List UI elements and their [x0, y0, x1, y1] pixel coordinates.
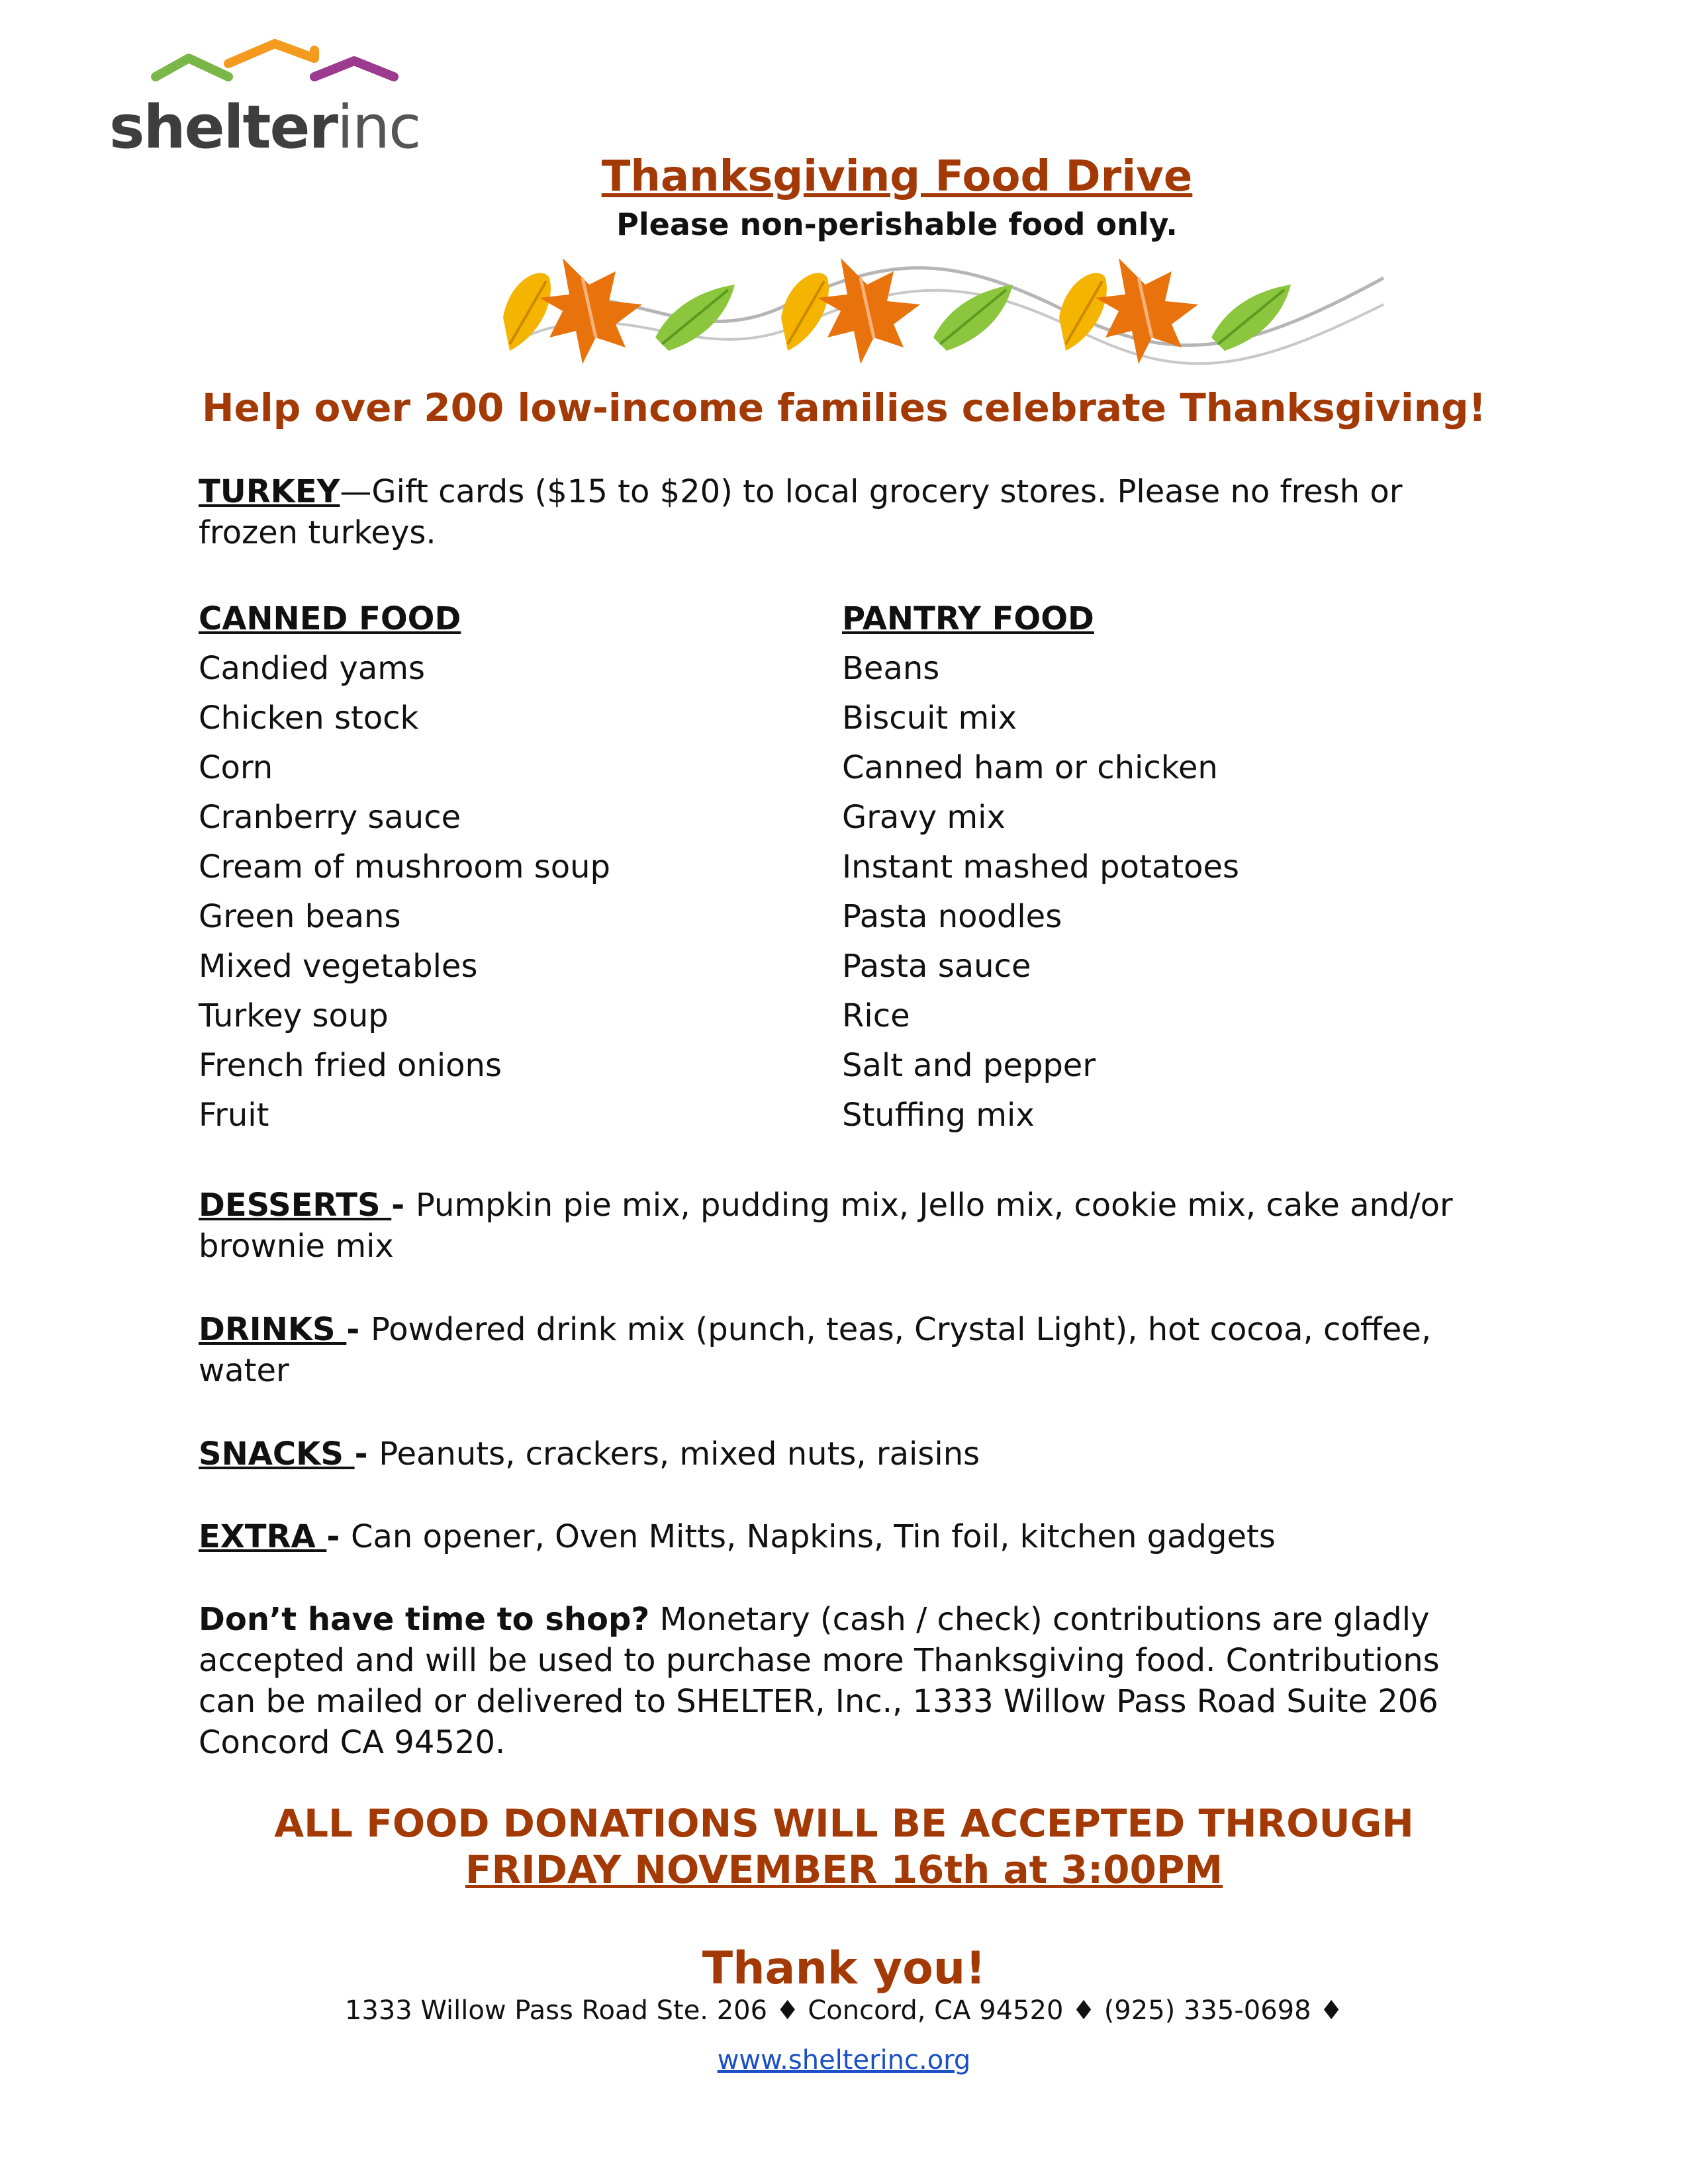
- list-item: Instant mashed potatoes: [842, 848, 1239, 886]
- canned-food-list: [199, 594, 794, 1140]
- list-item: Biscuit mix: [842, 700, 1017, 737]
- drinks-label: DRINKS: [199, 1311, 347, 1348]
- orange-maple-leaf-icon: [1096, 258, 1198, 364]
- snacks-label: SNACKS: [199, 1435, 355, 1473]
- list-item: Canned ham or chicken: [842, 749, 1218, 786]
- green-leaf-icon: [1211, 285, 1291, 351]
- list-item: Candied yams: [199, 650, 425, 687]
- list-item: Turkey soup: [199, 997, 389, 1034]
- yellow-leaf-icon: [781, 273, 829, 351]
- turkey-text: —Gift cards ($15 to $20) to local grocery stores. Please no fresh or frozen turkeys.: [199, 473, 1403, 551]
- orange-maple-leaf-icon: [539, 258, 642, 364]
- list-item: Beans: [842, 650, 940, 687]
- shelterinc-logo: [109, 38, 420, 162]
- pantry-food-list: [842, 594, 1438, 1140]
- snacks-section: SNACKS - Peanuts, crackers, mixed nuts, raisins: [199, 1435, 980, 1473]
- autumn-leaves-border-icon: [483, 238, 1397, 371]
- extra-text: Can opener, Oven Mitts, Napkins, Tin foil, kitchen gadgets: [351, 1518, 1276, 1555]
- logo-wordmark: shelterinc: [109, 93, 420, 162]
- list-item: Gravy mix: [842, 799, 1006, 836]
- deadline-line1: ALL FOOD DONATIONS WILL BE ACCEPTED THROUGH: [274, 1801, 1414, 1846]
- list-item: Rice: [842, 997, 910, 1034]
- monetary-lead: Don’t have time to shop?: [199, 1601, 650, 1638]
- house-roofs-icon: [149, 38, 427, 91]
- list-item: Fruit: [199, 1097, 269, 1134]
- turkey-label: TURKEY: [199, 473, 340, 510]
- list-item: Corn: [199, 749, 273, 786]
- list-item: Stuffing mix: [842, 1097, 1035, 1134]
- page-title: Thanksgiving Food Drive: [601, 152, 1193, 201]
- monetary-text: Monetary (cash / check) contributions are gladly accepted and will be used to purchase more Thanksgiving food. Contributions can be mailed or delivered to SHELTER, Inc., 1333 Willow Pass Road Suite 206 Concord CA 94520.: [199, 1601, 1440, 1761]
- list-item: French fried onions: [199, 1047, 502, 1084]
- footer-address: 1333 Willow Pass Road Ste. 206 ♦ Concord, CA 94520 ♦ (925) 335-0698 ♦: [344, 1995, 1344, 2026]
- website-link[interactable]: www.shelterinc.org: [717, 2045, 971, 2075]
- drinks-text: Powdered drink mix (punch, teas, Crystal Light), hot cocoa, coffee, water: [199, 1311, 1432, 1389]
- desserts-label: DESSERTS: [199, 1187, 392, 1224]
- page-subtitle: Please non-perishable food only.: [616, 206, 1178, 242]
- deadline-line2: FRIDAY NOVEMBER 16th at 3:00PM: [465, 1847, 1223, 1892]
- monetary-section: [199, 1599, 1496, 1763]
- extra-section: EXTRA - Can opener, Oven Mitts, Napkins, Tin foil, kitchen gadgets: [199, 1518, 1276, 1555]
- list-item: Pasta sauce: [842, 948, 1031, 985]
- green-leaf-icon: [655, 285, 735, 351]
- desserts-section: DESSERTS - Pumpkin pie mix, pudding mix, Jello mix, cookie mix, cake and/or brownie mix: [199, 1187, 1453, 1265]
- extra-label: EXTRA: [199, 1518, 327, 1555]
- desserts-text: Pumpkin pie mix, pudding mix, Jello mix, cookie mix, cake and/or brownie mix: [199, 1187, 1453, 1265]
- headline: Help over 200 low-income families celebrate Thanksgiving!: [202, 385, 1486, 430]
- list-item: Cream of mushroom soup: [199, 848, 610, 886]
- turkey-section: [199, 471, 1496, 553]
- list-item: Chicken stock: [199, 700, 419, 737]
- snacks-text: Peanuts, crackers, mixed nuts, raisins: [379, 1435, 980, 1473]
- yellow-leaf-icon: [1059, 273, 1107, 351]
- drinks-section: DRINKS - Powdered drink mix (punch, teas, Crystal Light), hot cocoa, coffee, water: [199, 1311, 1432, 1389]
- list-item: Cranberry sauce: [199, 799, 461, 836]
- list-item: Salt and pepper: [842, 1047, 1096, 1084]
- list-item: Mixed vegetables: [199, 948, 478, 985]
- thank-you-heading: Thank you!: [702, 1942, 986, 1995]
- list-item: Pasta noodles: [842, 898, 1062, 935]
- yellow-leaf-icon: [503, 273, 551, 351]
- canned-food-heading: CANNED FOOD: [199, 600, 461, 637]
- deadline-notice: [0, 1800, 1688, 1893]
- list-item: Green beans: [199, 898, 401, 935]
- pantry-food-heading: PANTRY FOOD: [842, 600, 1094, 637]
